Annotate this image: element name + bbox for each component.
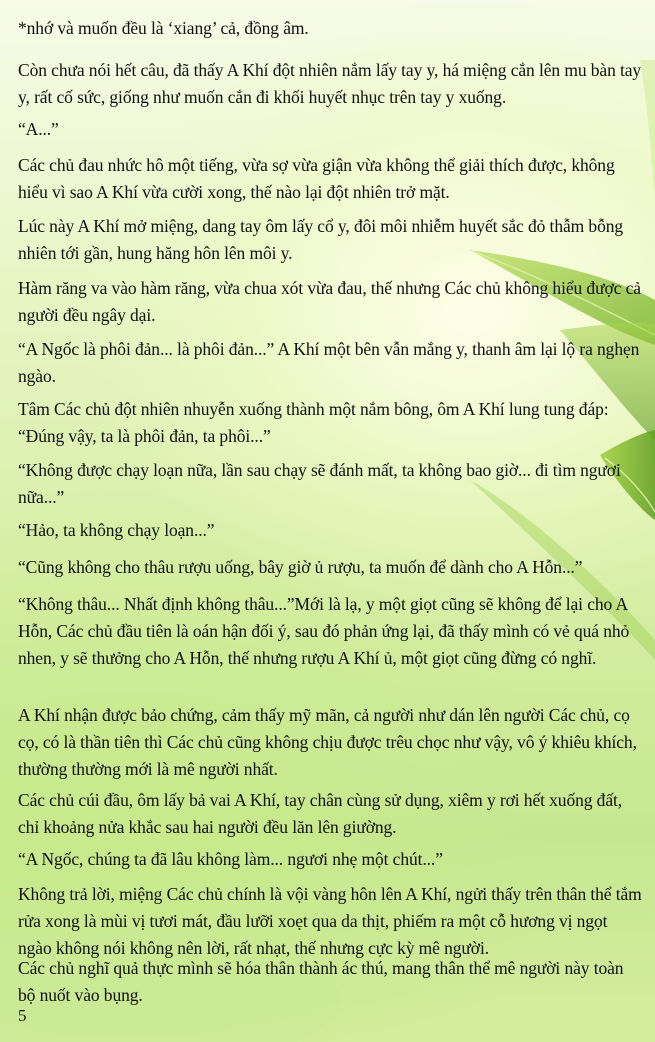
page-number: 5 <box>18 1006 27 1025</box>
paragraph: Tâm Các chủ đột nhiên nhuyễn xuống thành một nắm bông, ôm A Khí lung tung đáp: “Đúng vậy, ta là phôi đản, ta phôi...” <box>18 399 609 446</box>
paragraph: Lúc này A Khí mở miệng, dang tay ôm lấy cổ y, đôi môi nhiễm huyết sắc đỏ thẫm bỗng nhiên tới gần, hung hăng hôn lên môi y. <box>18 216 624 263</box>
paragraph: Các chủ cúi đầu, ôm lấy bả vai A Khí, tay chân cùng sử dụng, xiêm y rơi hết xuống đất, chỉ khoảng nửa khắc sau hai người đều lăn lên giường. <box>18 790 623 837</box>
paragraph: “A...” <box>18 119 59 139</box>
paragraph: A Khí nhận được bảo chứng, cảm thấy mỹ mãn, cả người như dán lên người Các chủ, cọ cọ, có là thần tiên thì Các chủ cũng không chịu được trêu chọc như vậy, vô ý khiêu khích, thường thường mới là mê người nhất. <box>18 705 637 779</box>
paragraph: Không trả lời, miệng Các chủ chính là vội vàng hôn lên A Khí, ngửi thấy trên thân thể tắm rửa xong là mùi vị tươi mát, đầu lưỡi xoẹt qua da thịt, phiếm ra một cỗ hương vị ngọt ngào không nói không nên lời, rất nhạt, thế nhưng cực kỳ mê người. <box>18 884 642 958</box>
paragraph: “Cũng không cho thâu rượu uống, bây giờ ủ rượu, ta muốn để dành cho A Hỗn...” <box>18 557 583 577</box>
paragraph: Các chủ đau nhức hô một tiếng, vừa sợ vừa giận vừa không thể giải thích được, không hiểu vì sao A Khí vừa cười xong, thế nào lại đột nhiên trở mặt. <box>18 155 615 202</box>
footnote: *nhớ và muốn đều là ‘xiang’ cả, đồng âm. <box>18 18 309 38</box>
paragraph: Các chủ nghĩ quả thực mình sẽ hóa thân thành ác thú, mang thân thể mê người này toàn bộ nuốt vào bụng. <box>18 958 624 1005</box>
paragraph: “Không thâu... Nhất định không thâu...”Mới là lạ, y một giọt cũng sẽ không để lại cho A Hỗn, Các chủ đầu tiên là oán hận đối ý, sau đó phản ứng lại, đã thấy mình có vẻ quá nhỏ nhen, y sẽ thưởng cho A Hỗn, thế nhưng rượu A Khí ủ, một giọt cũng đừng có nghĩ. <box>18 594 630 668</box>
paragraph: “A Ngốc là phôi đản... là phôi đản...” A Khí một bên vẫn mắng y, thanh âm lại lộ ra nghẹn ngào. <box>18 339 640 386</box>
paragraph: “A Ngốc, chúng ta đã lâu không làm... ngươi nhẹ một chút...” <box>18 849 443 869</box>
paragraph: Còn chưa nói hết câu, đã thấy A Khí đột nhiên nắm lấy tay y, há miệng cắn lên mu bàn tay y, rất cố sức, giống như muốn cắn đi khối huyết nhục trên tay y xuống. <box>18 60 642 107</box>
paragraph: Hàm răng va vào hàm răng, vừa chua xót vừa đau, thế nhưng Các chủ không hiểu được cả người đều ngây dại. <box>18 278 641 325</box>
paragraph: “Không được chạy loạn nữa, lần sau chạy sẽ đánh mất, ta không bao giờ... đi tìm ngươi nữa...” <box>18 460 621 507</box>
paragraph: “Hảo, ta không chạy loạn...” <box>18 520 215 540</box>
